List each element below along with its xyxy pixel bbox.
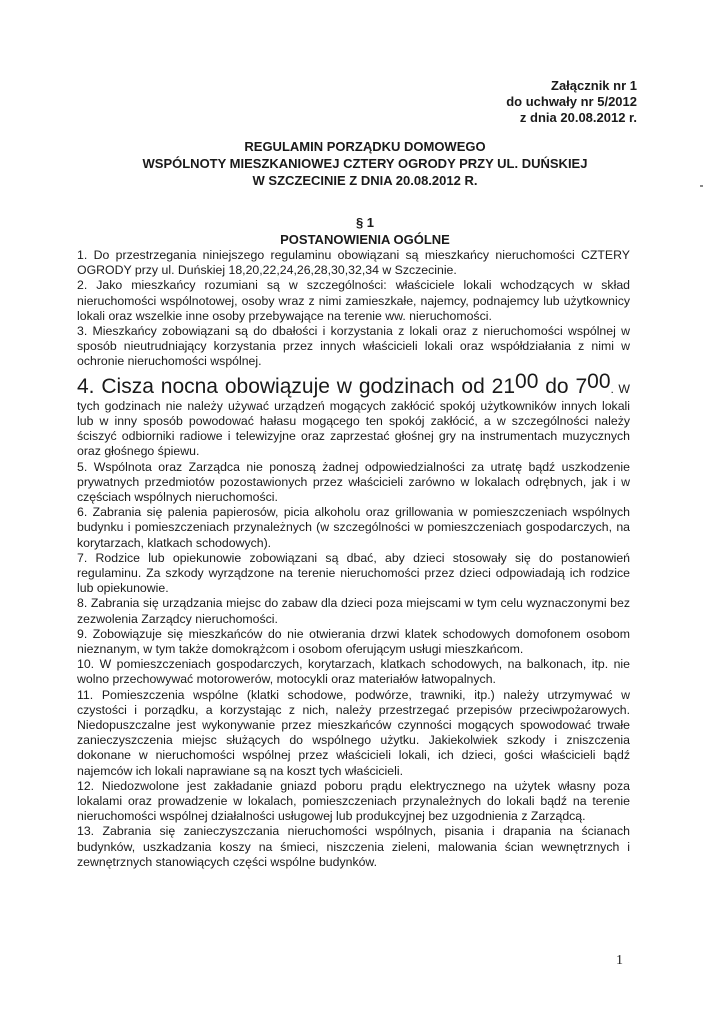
section-number: § 1 [355, 215, 375, 230]
scan-speck [700, 185, 703, 187]
annex-date: z dnia 20.08.2012 r. [519, 110, 637, 125]
title-line-1: REGULAMIN PORZĄDKU DOMOWEGO [244, 139, 486, 154]
point-6: 6. Zabrania się palenia papierosów, picia alkoholu oraz grillowania w pomieszczeniach wspólnych budynku i pomieszczeniach przynależnych (w szczególności w pomieszczeniach gospodarczych, na korytarzach, klatkach schodowych). [77, 505, 630, 550]
point-11: 11. Pomieszczenia wspólne (klatki schodowe, podwórze, trawniki, itp.) należy utrzymywać w czystości i porządku, a korzystając z nich, należy przestrzegać przepisów przeciwpożarowych. Niedopuszczalne jest wykonywanie przez mieszkańców czynności mogących spowodować trwałe zanieczyszczenia miejsc służących do wspólnego użytku. Jakiekolwiek szkody i zniszczenia dokonane w nieruchomości wspólnej przez właścicieli lokali, ich dzieci, gości właścicieli bądź najemców ich lokali naprawiane są na koszt tych właścicieli. [77, 687, 630, 778]
point-5: 5. Wspólnota oraz Zarządca nie ponoszą żadnej odpowiedzialności za utratę bądź uszkodzenie prywatnych przedmiotów pozostawionych przez właścicieli zarówno w lokalach odrębnych, jak i w częściach wspólnych nieruchomości. [77, 459, 630, 504]
point-8: 8. Zabrania się urządzania miejsc do zabaw dla dzieci poza miejscami w tym celu wyznaczonymi bez zezwolenia Zarządcy nieruchomości. [77, 596, 630, 626]
point-4-sup-2: 00 [587, 369, 611, 393]
point-10: 10. W pomieszczeniach gospodarczych, korytarzach, klatkach schodowych, na balkonach, itp. nie wolno przechowywać motorowerów, motocykli oraz materiałów łatwopalnych. [77, 657, 630, 687]
annex-resolution: do uchwały nr 5/2012 [506, 94, 637, 109]
point-4 [77, 370, 630, 460]
point-12: 12. Niedozwolone jest zakładanie gniazd poboru prądu elektrycznego na użytek własny poza lokalami oraz prowadzenie w lokalach, pomieszczeniach przynależnych do lokali bądź na terenie nieruchomości wspólnej działalności usługowej lub produkcyjnej bez uzgodnienia z Zarządcą. [77, 778, 630, 824]
document-title [60, 138, 670, 189]
point-2: 2. Jako mieszkańcy rozumiani są w szczególności: właściciele lokali wchodzących w skład nieruchomości wspólnotowej, osoby wraz z nimi zamieszkałe, najemcy, podnajemcy lub użytkownicy lokali oraz wszelkie inne osoby przebywające na terenie ww. nieruchomości. [77, 278, 630, 323]
point-3: 3. Mieszkańcy zobowiązani są do dbałości i korzystania z lokali oraz z nieruchomości wspólnej w sposób nieutrudniający korzystania przez innych właścicieli lokali oraz współdziałania z nimi w ochronie nieruchomości wspólnej. [77, 324, 630, 369]
regulation-body [77, 248, 630, 870]
point-1: 1. Do przestrzegania niniejszego regulaminu obowiązani są mieszkańcy nieruchomości CZTERY OGRODY przy ul. Duńskiej 18,20,22,24,26,28,30,32,34 w Szczecinie. [77, 248, 630, 278]
title-line-3: W SZCZECINIE Z DNIA 20.08.2012 R. [252, 173, 478, 188]
page-number: 1 [616, 953, 623, 968]
annex-number: Załącznik nr 1 [551, 78, 637, 93]
point-4-mid: do 7 [538, 374, 588, 398]
section-title: POSTANOWIENIA OGÓLNE [280, 232, 450, 247]
point-13: 13. Zabrania się zanieczyszczania nieruchomości wspólnych, pisania i drapania na ścianach budynków, uszkadzania koszy na śmieci, niszczenia zieleni, malowania ścian wewnętrznych i zewnętrznych stanowiących części wspólne budynków. [77, 824, 630, 869]
point-4-heading: 4. Cisza nocna obowiązuje w godzinach od 21 [77, 374, 516, 398]
annex-header [506, 78, 637, 126]
point-9: 9. Zobowiązuje się mieszkańców do nie otwierania drzwi klatek schodowych domofonem osobom nieznanym, w tym także domokrążcom i osobom oferującym usługi mieszkańcom. [77, 626, 630, 656]
point-4-text: . W tych godzinach nie należy używać urządzeń mogących zakłócić spokój użytkowników innych lokali lub w inny sposób powodować hałasu mogącego ten spokój zakłócić, a w szczególności należy ściszyć odbiorniki radiowe i telewizyjne oraz zaprzestać głośnej gry na instrumentach muzycznych oraz głośnego śpiewu. [77, 381, 630, 459]
point-7: 7. Rodzice lub opiekunowie zobowiązani są dbać, aby dzieci stosowały się do postanowień regulaminu. Za szkody wyrządzone na terenie nieruchomości przez dzieci odpowiadają ich rodzice lub opiekunowie. [77, 550, 630, 596]
point-4-sup-1: 00 [515, 369, 539, 393]
title-line-2: WSPÓLNOTY MIESZKANIOWEJ CZTERY OGRODY PRZY UL. DUŃSKIEJ [142, 156, 588, 171]
